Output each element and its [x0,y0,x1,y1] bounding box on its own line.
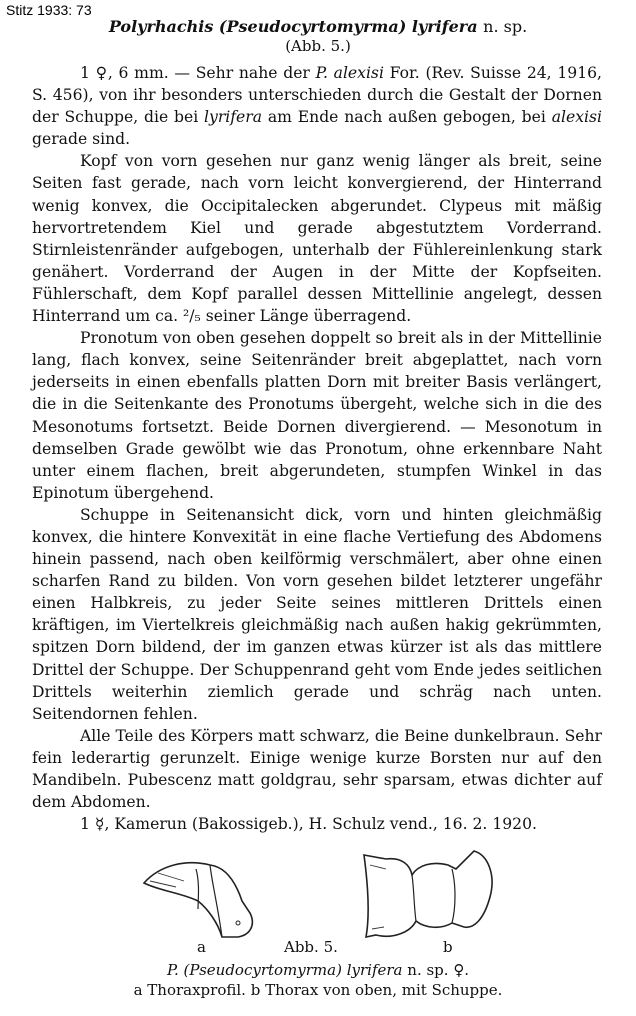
figure-label-number: Abb. 5. [284,938,338,956]
figure-caption [0,960,636,1000]
page-reference: Stitz 1933: 73 [6,2,92,18]
species-name: Polyrhachis (Pseudocyrtomyrma) lyrifera [108,17,478,36]
thorax-profile-drawing [138,853,268,943]
figure-label-a: a [197,938,206,956]
figure-reference: (Abb. 5.) [285,37,351,55]
paragraph-color: Alle Teile des Körpers matt schwarz, die Beine dunkelbraun. Sehr fein lederartig gerunzelt. Einige wenige kurze Borsten nur auf den Mandibeln. Pubescenz matt goldgrau, sehr sparsam, etwas dichter auf dem Abdomen. [32,726,602,812]
text-run: 1 ♀, 6 mm. — Sehr nahe der [80,64,316,82]
figure-labels [0,938,636,958]
thorax-dorsal-drawing [356,845,506,943]
caption-species: P. (Pseudocyrtomyrma) lyrifera [166,961,403,979]
text-run: am Ende nach außen gebogen, bei [262,108,552,127]
paragraph-scale: Schuppe in Seitenansicht dick, vorn und hinten gleichmäßig konvex, die hintere Konvexität in eine flache Vertiefung des Abdomens hinein passend, nach oben keilförmig verschmälert, aber ohne einen scharfen Rand zu bilden. Von vorn gesehen bildet letzterer ungefähr einen Halbkreis, zu jeder Seite seines mittleren Drittels einen kräftigen, im Viertelkreis gleichmäßig nach außen hakig gekrümmten, spitzen Dorn bildend, der im ganzen etwas kürzer ist als das mittlere Drittel der Schuppe. Der Schuppenrand geht vom Ende jedes seitlichen Drittels weiterhin ziemlich gerade und schräg nach unten. Seitendornen fehlen. [32,505,602,723]
paragraph-head: Kopf von vorn gesehen nur ganz wenig länger als breit, seine Seiten fast gerade, nach vorn leicht konvergierend, der Hinterrand wenig konvex, die Occipitalecken abgerundet. Clypeus mit mäßig hervortretendem Kiel und gerade abgestutztem Vorderrand. Stirnleistenränder aufgebogen, unterhalb der Fühlereinlenkung stark genähert. Vorderrand der Augen in der Mitte der Kopfseiten. Fühlerschaft, dem Kopf parallel dessen Mittellinie angelegt, dessen Hinterrand um ca. ²/₅ seiner Länge überragend. [32,152,602,326]
paragraph-material: 1 ☿, Kamerun (Bakossigeb.), H. Schulz vend., 16. 2. 1920. [80,815,537,834]
figure-5 [0,845,636,945]
caption-status: n. sp. ♀. [407,961,470,979]
species-status: n. sp. [483,17,528,36]
text-run: For. (Rev. Suisse 24, 1916, S. 456), von ihr besonders unterschieden durch die Gestalt der Dornen der Schuppe, die bei [32,64,602,127]
species-title [0,17,636,36]
paragraph-diagnosis [32,62,602,150]
caption-title [0,960,636,980]
taxon-ref: alexisi [551,108,602,127]
taxon-ref: lyrifera [204,108,263,127]
caption-description: a Thoraxprofil. b Thorax von oben, mit Schuppe. [133,981,503,999]
text-run: gerade sind. [32,130,131,149]
paragraph-pronotum: Pronotum von oben gesehen doppelt so breit als in der Mittellinie lang, flach konvex, seine Seitenränder breit abgeplattet, nach vorn jederseits in einen ebenfalls platten Dorn mit breiter Basis verlängert, die in die Seitenkante des Pronotums übergeht, welche sich in die des Mesonotums fortsetzt. Beide Dornen divergierend. — Mesonotum in demselben Grade gewölbt wie das Pronotum, ohne erkennbare Naht unter einem flachen, breit abgerundeten, stumpfen Winkel in das Epinotum übergehend. [32,329,602,502]
taxon-ref: P. alexisi [315,64,384,82]
figure-label-b: b [443,938,453,956]
species-description [32,62,602,835]
